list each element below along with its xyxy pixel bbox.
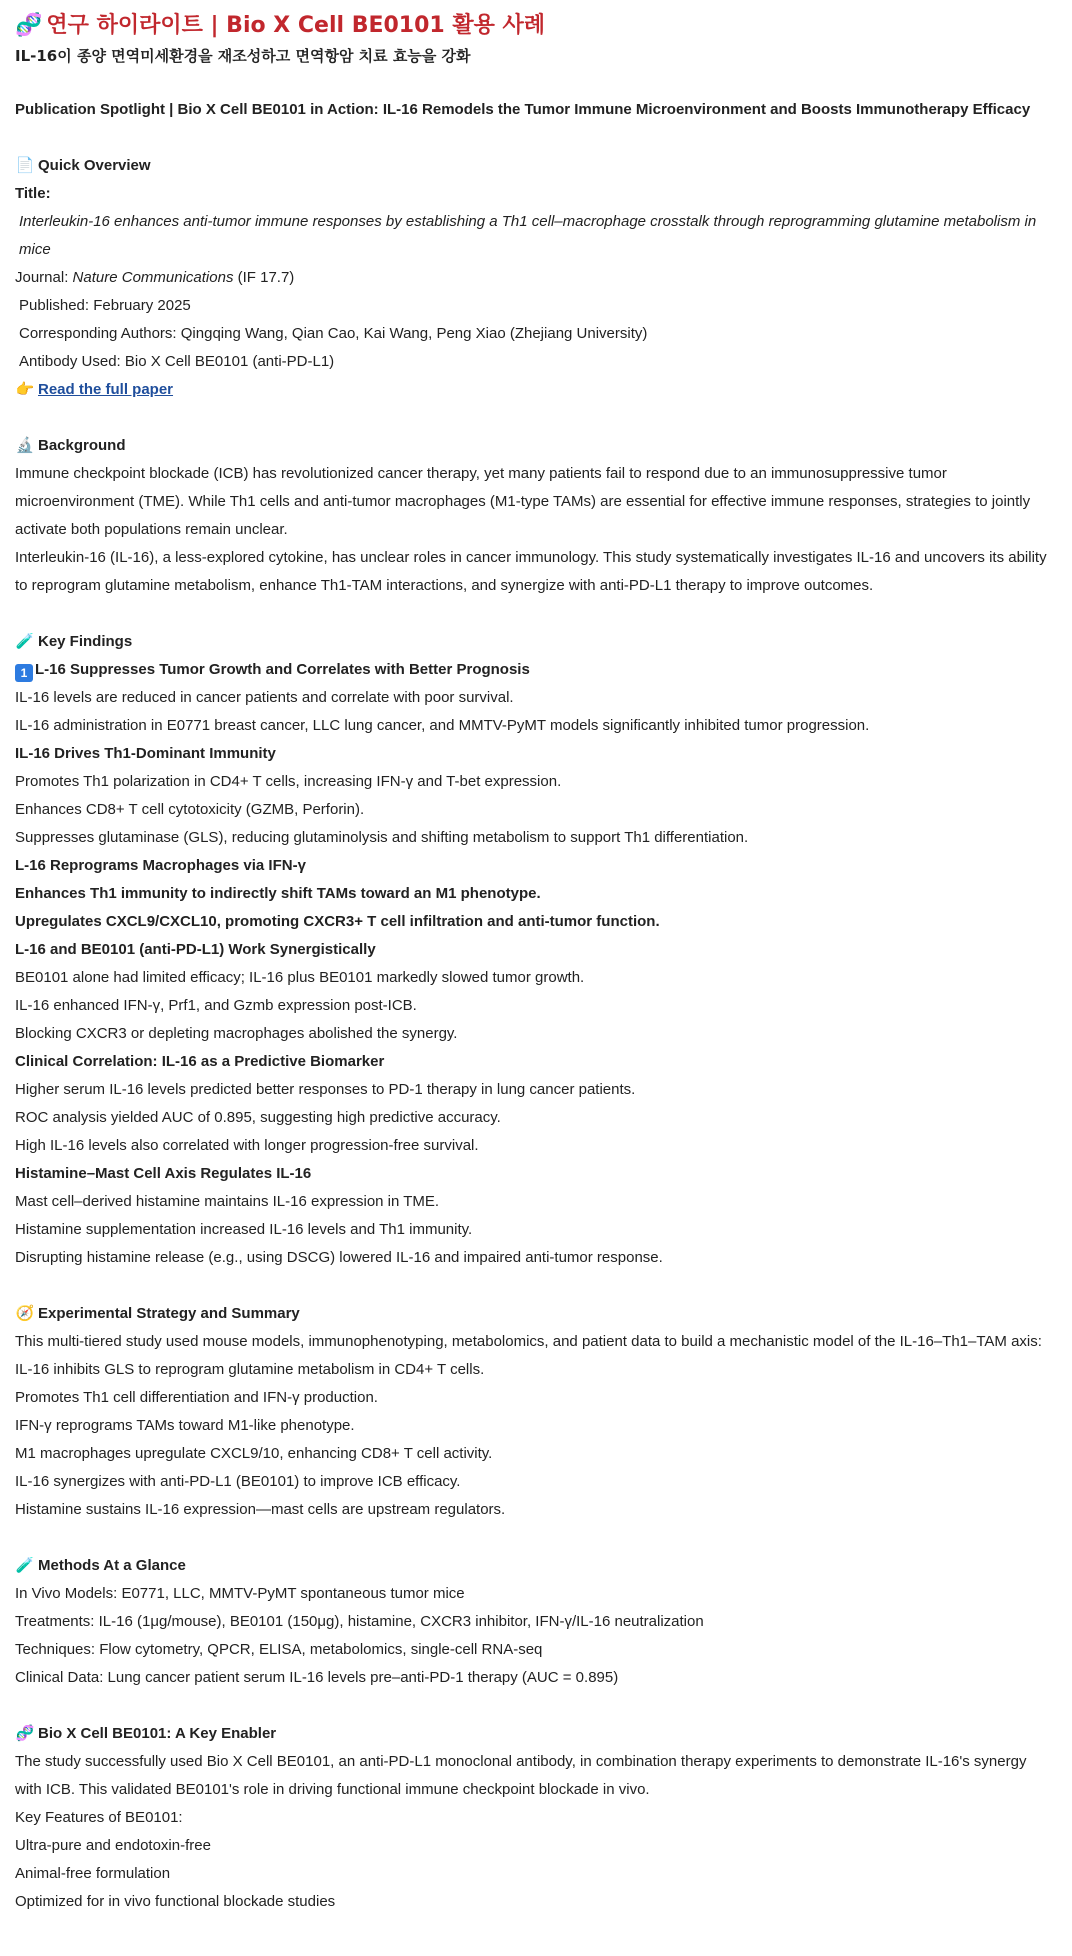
finding-6-point: Mast cell–derived histamine maintains IL-16 expression in TME. (15, 1193, 440, 1210)
background-paragraph-2: Interleukin-16 (IL-16), a less-explored cytokine, has unclear roles in cancer immunology. This study systematically investigates IL-16 and uncovers its ability to reprogram glutamine metabolism, enhance Th1-TAM interactions, and synergize with anti-PD-L1 therapy to improve outcomes. (15, 549, 1047, 594)
strategy-point: M1 macrophages upregulate CXCL9/10, enhancing CD8+ T cell activity. (15, 1445, 493, 1462)
finding-4-title: L-16 and BE0101 (anti-PD-L1) Work Synergistically (15, 941, 376, 958)
number-one-icon: 1 (15, 664, 33, 682)
strategy-heading-text: Experimental Strategy and Summary (38, 1305, 300, 1322)
read-paper-row (15, 376, 1057, 404)
microscope-icon: 🔬 (15, 437, 35, 454)
document-icon: 📄 (15, 157, 35, 174)
finding-1-point: IL-16 levels are reduced in cancer patients and correlate with poor survival. (15, 689, 514, 706)
finding-6-point: Histamine supplementation increased IL-16 levels and Th1 immunity. (15, 1221, 473, 1238)
finding-4-point: Blocking CXCR3 or depleting macrophages abolished the synergy. (15, 1025, 458, 1042)
finding-3-point: Enhances Th1 immunity to indirectly shift TAMs toward an M1 phenotype. (15, 885, 541, 902)
background-heading-text: Background (38, 437, 126, 454)
english-title: Publication Spotlight | Bio X Cell BE0101 in Action: IL-16 Remodels the Tumor Immune Microenvironment and Boosts Immunotherapy Efficacy (15, 101, 1031, 118)
overview-antibody: Antibody Used: Bio X Cell BE0101 (anti-PD-L1) (19, 353, 335, 370)
spacer (15, 404, 1057, 432)
page-title (15, 8, 1057, 44)
finding-4-point: BE0101 alone had limited efficacy; IL-16 plus BE0101 markedly slowed tumor growth. (15, 969, 585, 986)
spacer (15, 1524, 1057, 1552)
page-subtitle: IL-16이 종양 면역미세환경을 재조성하고 면역항암 치료 효능을 강화 (15, 47, 471, 65)
finding-5-point: Higher serum IL-16 levels predicted better responses to PD-1 therapy in lung cancer patients. (15, 1081, 636, 1098)
findings-heading-text: Key Findings (38, 633, 133, 650)
test-tube-icon: 🧪 (15, 633, 35, 650)
enabler-feature: Optimized for in vivo functional blockade studies (15, 1893, 336, 1910)
strategy-point: Histamine sustains IL-16 expression—mast cells are upstream regulators. (15, 1501, 506, 1518)
finding-3-point: Upregulates CXCL9/CXCL10, promoting CXCR3+ T cell infiltration and anti-tumor function. (15, 913, 660, 930)
methods-item: In Vivo Models: E0771, LLC, MMTV-PyMT spontaneous tumor mice (15, 1585, 465, 1602)
strategy-heading (15, 1300, 1057, 1328)
overview-heading (15, 152, 1057, 180)
strategy-point: IL-16 synergizes with anti-PD-L1 (BE0101) to improve ICB efficacy. (15, 1473, 461, 1490)
enabler-heading-text: Bio X Cell BE0101: A Key Enabler (38, 1725, 277, 1742)
overview-heading-text: Quick Overview (38, 157, 151, 174)
overview-published: Published: February 2025 (19, 297, 191, 314)
finding-4-point: IL-16 enhanced IFN-γ, Prf1, and Gzmb expression post-ICB. (15, 997, 417, 1014)
finding-6-point: Disrupting histamine release (e.g., using DSCG) lowered IL-16 and impaired anti-tumor response. (15, 1249, 663, 1266)
journal-name: Nature Communications (72, 269, 234, 286)
methods-item: Treatments: IL-16 (1μg/mouse), BE0101 (150μg), histamine, CXCR3 inhibitor, IFN-γ/IL-16 neutralization (15, 1613, 704, 1630)
strategy-point: Promotes Th1 cell differentiation and IFN-γ production. (15, 1389, 378, 1406)
finding-1-title (15, 656, 1057, 684)
dna-icon: 🧬 (15, 13, 43, 38)
enabler-features-label: Key Features of BE0101: (15, 1809, 183, 1826)
overview-paper-title: Interleukin-16 enhances anti-tumor immune responses by establishing a Th1 cell–macrophage crosstalk through reprogramming glutamine metabolism in mice (19, 213, 1037, 258)
finding-6-title: Histamine–Mast Cell Axis Regulates IL-16 (15, 1165, 312, 1182)
finding-2-point: Suppresses glutaminase (GLS), reducing glutaminolysis and shifting metabolism to support Th1 differentiation. (15, 829, 749, 846)
enabler-heading (15, 1720, 1057, 1748)
finding-5-title: Clinical Correlation: IL-16 as a Predictive Biomarker (15, 1053, 385, 1070)
dna-icon: 🧬 (15, 1725, 35, 1742)
page-title-text: 연구 하이라이트 | Bio X Cell BE0101 활용 사례 (46, 13, 546, 38)
overview-authors: Corresponding Authors: Qingqing Wang, Qian Cao, Kai Wang, Peng Xiao (Zhejiang University) (19, 325, 648, 342)
journal-label: Journal: (15, 269, 73, 286)
enabler-feature: Animal-free formulation (15, 1865, 171, 1882)
methods-item: Clinical Data: Lung cancer patient serum IL-16 levels pre–anti-PD-1 therapy (AUC = 0.895) (15, 1669, 619, 1686)
methods-heading (15, 1552, 1057, 1580)
spacer (15, 600, 1057, 628)
overview-title-label: Title: (15, 185, 51, 202)
overview-journal (15, 264, 1057, 292)
enabler-feature: Ultra-pure and endotoxin-free (15, 1837, 211, 1854)
finding-5-point: ROC analysis yielded AUC of 0.895, suggesting high predictive accuracy. (15, 1109, 501, 1126)
spacer (15, 1692, 1057, 1720)
finding-3-title: L-16 Reprograms Macrophages via IFN-γ (15, 857, 306, 874)
enabler-paragraph: The study successfully used Bio X Cell BE0101, an anti-PD-L1 monoclonal antibody, in combination therapy experiments to demonstrate IL-16's synergy with ICB. This validated BE0101's role in driving functional immune checkpoint blockade in vivo. (15, 1753, 1027, 1798)
read-full-paper-link[interactable]: Read the full paper (38, 381, 174, 398)
test-tube-icon: 🧪 (15, 1557, 35, 1574)
strategy-point: IFN-γ reprograms TAMs toward M1-like phenotype. (15, 1417, 355, 1434)
spacer (15, 68, 1057, 96)
pointing-hand-icon: 👉 (15, 381, 35, 398)
finding-2-title: IL-16 Drives Th1-Dominant Immunity (15, 745, 276, 762)
background-paragraph-1: Immune checkpoint blockade (ICB) has revolutionized cancer therapy, yet many patients fail to respond due to an immunosuppressive tumor microenvironment (TME). While Th1 cells and anti-tumor macrophages (M1-type TAMs) are essential for effective immune responses, strategies to jointly activate both populations remain unclear. (15, 465, 1031, 538)
methods-heading-text: Methods At a Glance (38, 1557, 186, 1574)
spacer (15, 1272, 1057, 1300)
finding-1-point: IL-16 administration in E0771 breast cancer, LLC lung cancer, and MMTV-PyMT models significantly inhibited tumor progression. (15, 717, 870, 734)
finding-2-point: Enhances CD8+ T cell cytotoxicity (GZMB, Perforin). (15, 801, 365, 818)
spacer (15, 124, 1057, 152)
finding-1-title-text: L-16 Suppresses Tumor Growth and Correlates with Better Prognosis (35, 661, 530, 678)
strategy-point: IL-16 inhibits GLS to reprogram glutamine metabolism in CD4+ T cells. (15, 1361, 485, 1378)
findings-heading (15, 628, 1057, 656)
compass-icon: 🧭 (15, 1305, 35, 1322)
finding-2-point: Promotes Th1 polarization in CD4+ T cells, increasing IFN-γ and T-bet expression. (15, 773, 562, 790)
journal-if: (IF 17.7) (233, 269, 295, 286)
background-heading (15, 432, 1057, 460)
finding-5-point: High IL-16 levels also correlated with longer progression-free survival. (15, 1137, 479, 1154)
strategy-intro: This multi-tiered study used mouse models, immunophenotyping, metabolomics, and patient data to build a mechanistic model of the IL-16–Th1–TAM axis: (15, 1333, 1042, 1350)
methods-item: Techniques: Flow cytometry, QPCR, ELISA, metabolomics, single-cell RNA-seq (15, 1641, 543, 1658)
